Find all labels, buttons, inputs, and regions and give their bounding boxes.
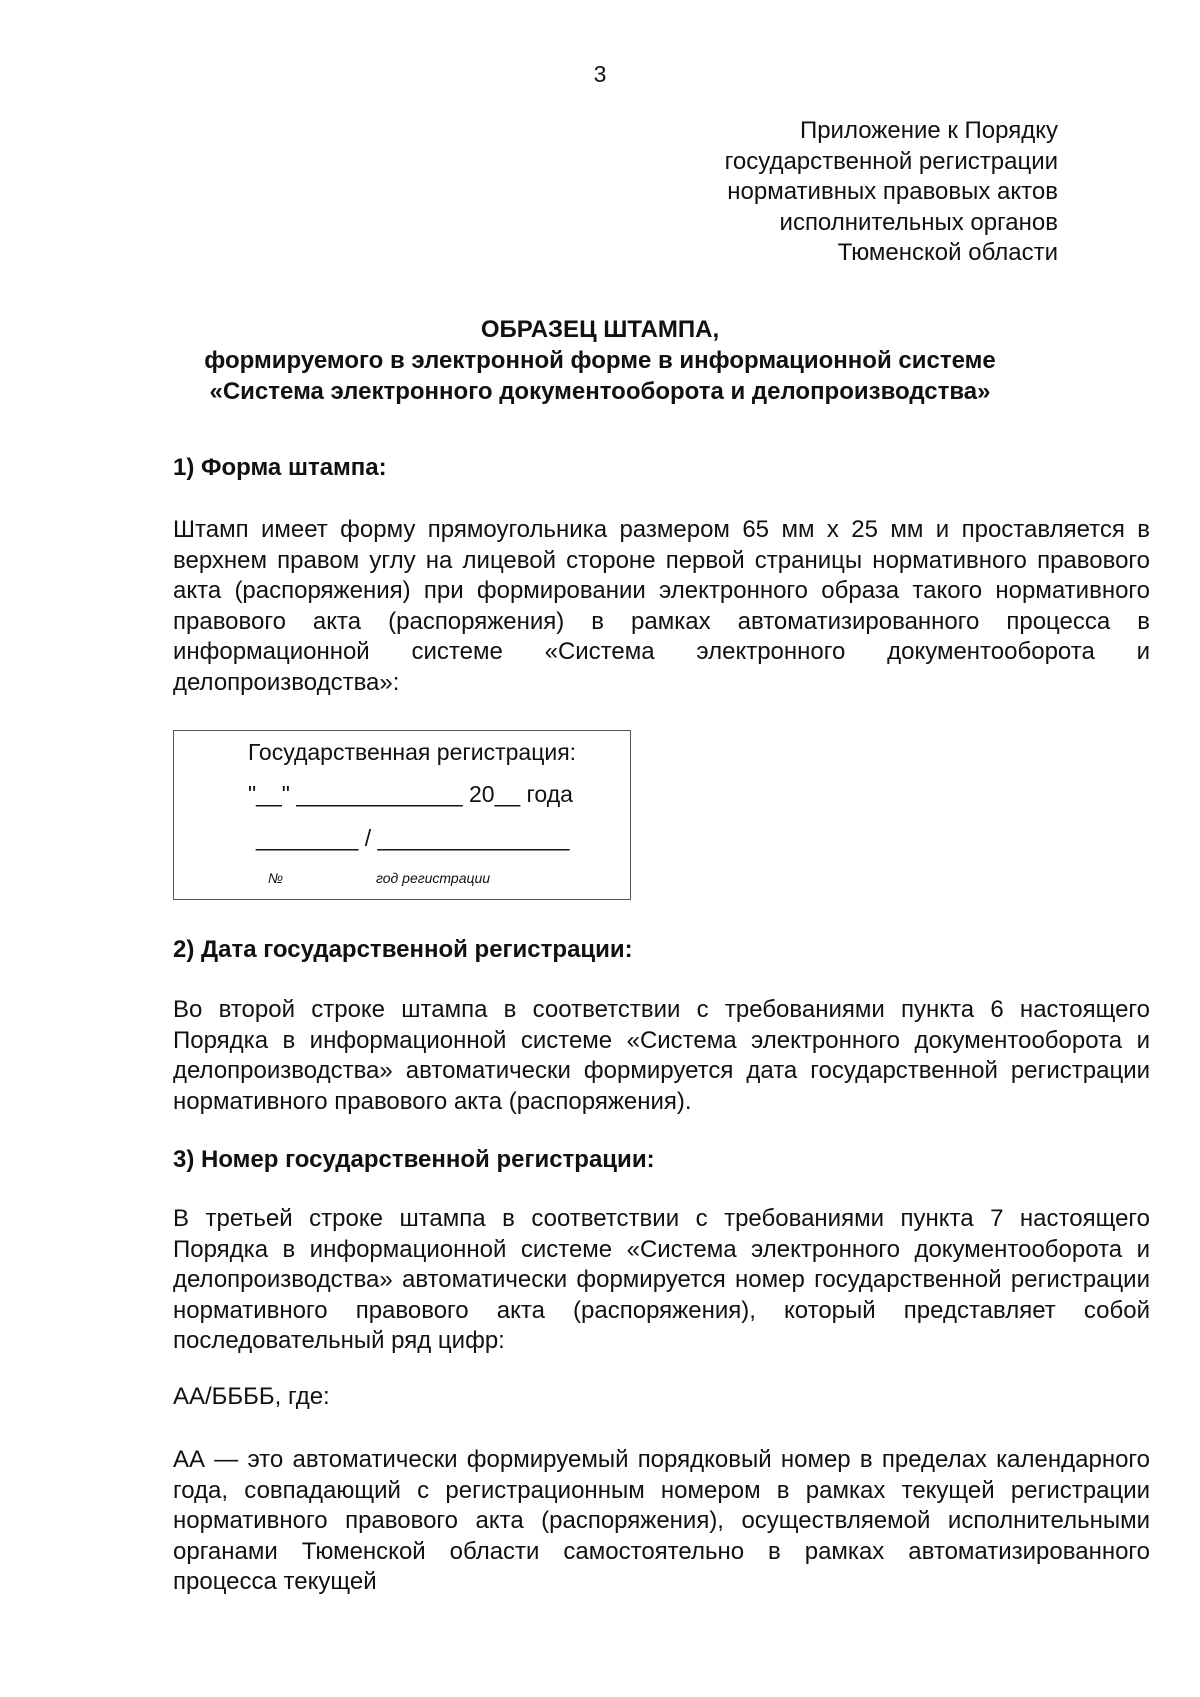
section-1-heading: 1) Форма штампа: [173, 454, 387, 481]
section-2-heading: 2) Дата государственной регистрации: [173, 936, 633, 963]
section-3-text: В третьей строке штампа в соответствии с требованиями пункта 7 настоящего Порядка в информационной системе «Система электронного документооборота и делопроизводства» автоматически формируется номер государственной регистрации нормативного правового акта (распоряжения), который представляет собой последовательный ряд цифр: [173, 1205, 1150, 1354]
title-line: «Система электронного документооборота и делопроизводства» [209, 378, 991, 405]
section-2-text: Во второй строке штампа в соответствии с требованиями пункта 6 настоящего Порядка в информационной системе «Система электронного документооборота и делопроизводства» автоматически формируется дата государственной регистрации нормативного правового акта (распоряжения). [173, 996, 1150, 1115]
document-title [0, 314, 1200, 407]
stamp-date-line: "__" _____________ 20__ года [248, 781, 573, 807]
appendix-line: нормативных правовых актов [727, 178, 1058, 205]
appendix-note [725, 116, 1058, 269]
section-3-aa-description: АА — это автоматически формируемый порядковый номер в пределах календарного года, совпадающий с регистрационным номером в рамках текущей регистрации нормативного правового акта (распоряжения), осуществляемой исполнительными органами Тюменской области самостоятельно в рамках автоматизированного процесса текущей [173, 1446, 1150, 1595]
title-line: ОБРАЗЕЦ ШТАМПА, [480, 316, 720, 343]
section-3-heading: 3) Номер государственной регистрации: [173, 1146, 655, 1173]
stamp-year-caption: год регистрации [376, 870, 491, 886]
appendix-line: Приложение к Порядку [799, 117, 1058, 144]
section-3-format: АА/ББББ, где: [173, 1383, 330, 1410]
stamp-number-line: ________ / _______________ [256, 825, 570, 851]
title-line: формируемого в электронной форме в информационной системе [204, 347, 996, 374]
appendix-line: Тюменской области [837, 239, 1058, 266]
appendix-line: государственной регистрации [724, 147, 1058, 175]
page-number: 3 [593, 61, 607, 87]
section-1-text: Штамп имеет форму прямоугольника размером 65 мм х 25 мм и проставляется в верхнем правом углу на лицевой стороне первой страницы нормативного правового акта (распоряжения) при формировании электронного образа такого нормативного правового акта (распоряжения) в рамках автоматизированного процесса в информационной системе «Система электронного документооборота и делопроизводства»: [173, 516, 1150, 696]
appendix-line: исполнительных органов [779, 208, 1058, 236]
stamp-sample [173, 730, 631, 900]
stamp-title: Государственная регистрация: [248, 739, 577, 765]
stamp-number-caption: № [268, 870, 284, 886]
